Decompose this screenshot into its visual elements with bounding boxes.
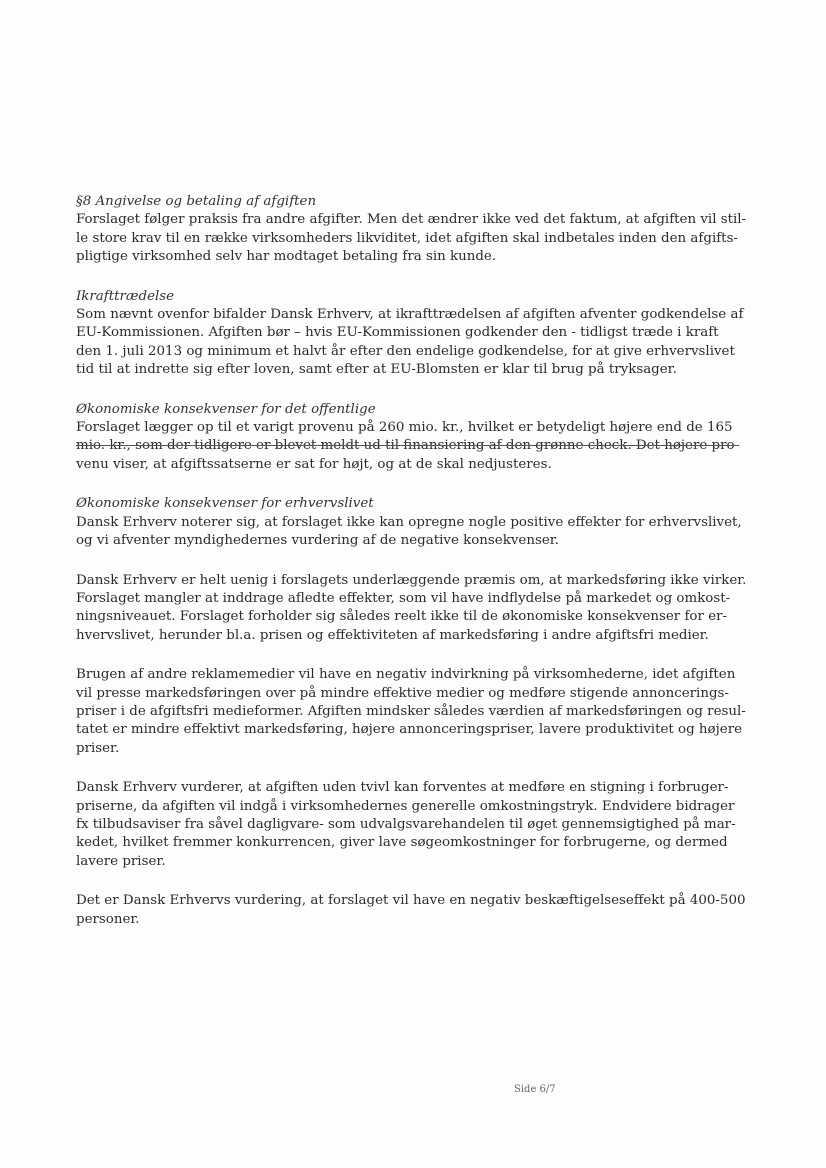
paragraph-line: le store krav til en række virksomheders likviditet, idet afgiften skal indbetales inden den afgifts-	[76, 230, 738, 246]
section-heading: Økonomiske konsekvenser for det offentlige	[76, 401, 376, 417]
paragraph-line: og vi afventer myndighedernes vurdering af de negative konsekvenser.	[76, 533, 559, 549]
section-heading: Økonomiske konsekvenser for erhvervslivet	[76, 496, 374, 512]
paragraph-line: EU-Kommissionen. Afgiften bør – hvis EU-Kommissionen godkender den - tidligst træde i kraft	[76, 325, 719, 341]
paragraph-line: Forslaget følger praksis fra andre afgifter. Men det ændrer ikke ved det faktum, at afgiften vil stil-	[76, 212, 747, 228]
paragraph-forbrugerpriser	[76, 779, 736, 871]
section-konsekvenser-offentlige	[76, 401, 740, 475]
paragraph-line: Brugen af andre reklamemedier vil have en negativ indvirkning på virksomhederne, idet afgiften	[76, 667, 736, 683]
paragraph-premis	[76, 572, 747, 646]
paragraph-line: den 1. juli 2013 og minimum et halvt år efter den endelige godkendelse, for at give erhvervslivet	[76, 343, 735, 359]
document-body	[76, 193, 747, 950]
paragraph-line: Det er Dansk Erhvervs vurdering, at forslaget vil have en negativ beskæftigelseseffekt på 400-500	[76, 893, 746, 909]
paragraph-line: personer.	[76, 911, 140, 927]
paragraph-line: lavere priser.	[76, 853, 166, 869]
section-angivelse-og-betaling	[76, 193, 747, 267]
paragraph-line: Dansk Erhverv vurderer, at afgiften uden tvivl kan forventes at medføre en stigning i forbruger-	[76, 780, 729, 796]
paragraph-line: pligtige virksomhed selv har modtaget betaling fra sin kunde.	[76, 249, 497, 265]
paragraph-line: ningsniveauet. Forslaget forholder sig således reelt ikke til de økonomiske konsekvenser for er-	[76, 609, 727, 625]
paragraph-line: priser i de afgiftsfri medieformer. Afgiften mindsker således værdien af markedsføringen og resul-	[76, 703, 746, 719]
paragraph-line: priser.	[76, 740, 120, 756]
paragraph-reklamemedier	[76, 666, 746, 758]
paragraph-beskaeftigelse	[76, 892, 746, 929]
paragraph-line: tid til at indrette sig efter loven, samt efter at EU-Blomsten er klar til brug på tryksager.	[76, 362, 677, 378]
paragraph-line: fx tilbudsaviser fra såvel dagligvare- som udvalgsvarehandelen til øget gennemsigtighed på mar-	[76, 816, 736, 832]
paragraph-line-struck: mio. kr., som der tidligere er blevet meldt ud til finansiering af den grønne check. Det højere pro-	[76, 438, 740, 454]
paragraph-line: tatet er mindre effektivt markedsføring, højere annonceringspriser, lavere produktivitet og højere	[76, 722, 743, 738]
section-heading: Ikrafttrædelse	[76, 288, 175, 304]
paragraph-line: Som nævnt ovenfor bifalder Dansk Erhverv, at ikrafttrædelsen af afgiften afventer godkendelse af	[76, 307, 744, 323]
paragraph-line: priserne, da afgiften vil indgå i virksomhedernes generelle omkostningstryk. Endvidere bidrager	[76, 798, 735, 814]
paragraph-line: vil presse markedsføringen over på mindre effektive medier og medføre stigende annoncerings-	[76, 685, 729, 701]
paragraph-line: Dansk Erhverv noterer sig, at forslaget ikke kan opregne nogle positive effekter for erhvervslivet,	[76, 514, 742, 530]
paragraph-line: hvervslivet, herunder bl.a. prisen og effektiviteten af markedsføring i andre afgiftsfri medier.	[76, 627, 709, 643]
section-heading: §8 Angivelse og betaling af afgiften	[76, 194, 317, 209]
paragraph-line: venu viser, at afgiftssatserne er sat for højt, og at de skal nedjusteres.	[76, 456, 552, 472]
section-konsekvenser-erhvervslivet	[76, 495, 742, 550]
page-number: Side 6/7	[514, 1084, 556, 1095]
section-ikrafttraedelse	[76, 288, 744, 380]
paragraph-line: Forslaget lægger op til et varigt provenu på 260 mio. kr., hvilket er betydeligt højere end de 165	[76, 420, 733, 436]
paragraph-line: Forslaget mangler at inddrage afledte effekter, som vil have indflydelse på markedet og omkost-	[76, 590, 731, 606]
paragraph-line: kedet, hvilket fremmer konkurrencen, giver lave søgeomkostninger for forbrugerne, og dermed	[76, 835, 728, 851]
paragraph-line: Dansk Erhverv er helt uenig i forslagets underlæggende præmis om, at markedsføring ikke virker.	[76, 572, 747, 588]
